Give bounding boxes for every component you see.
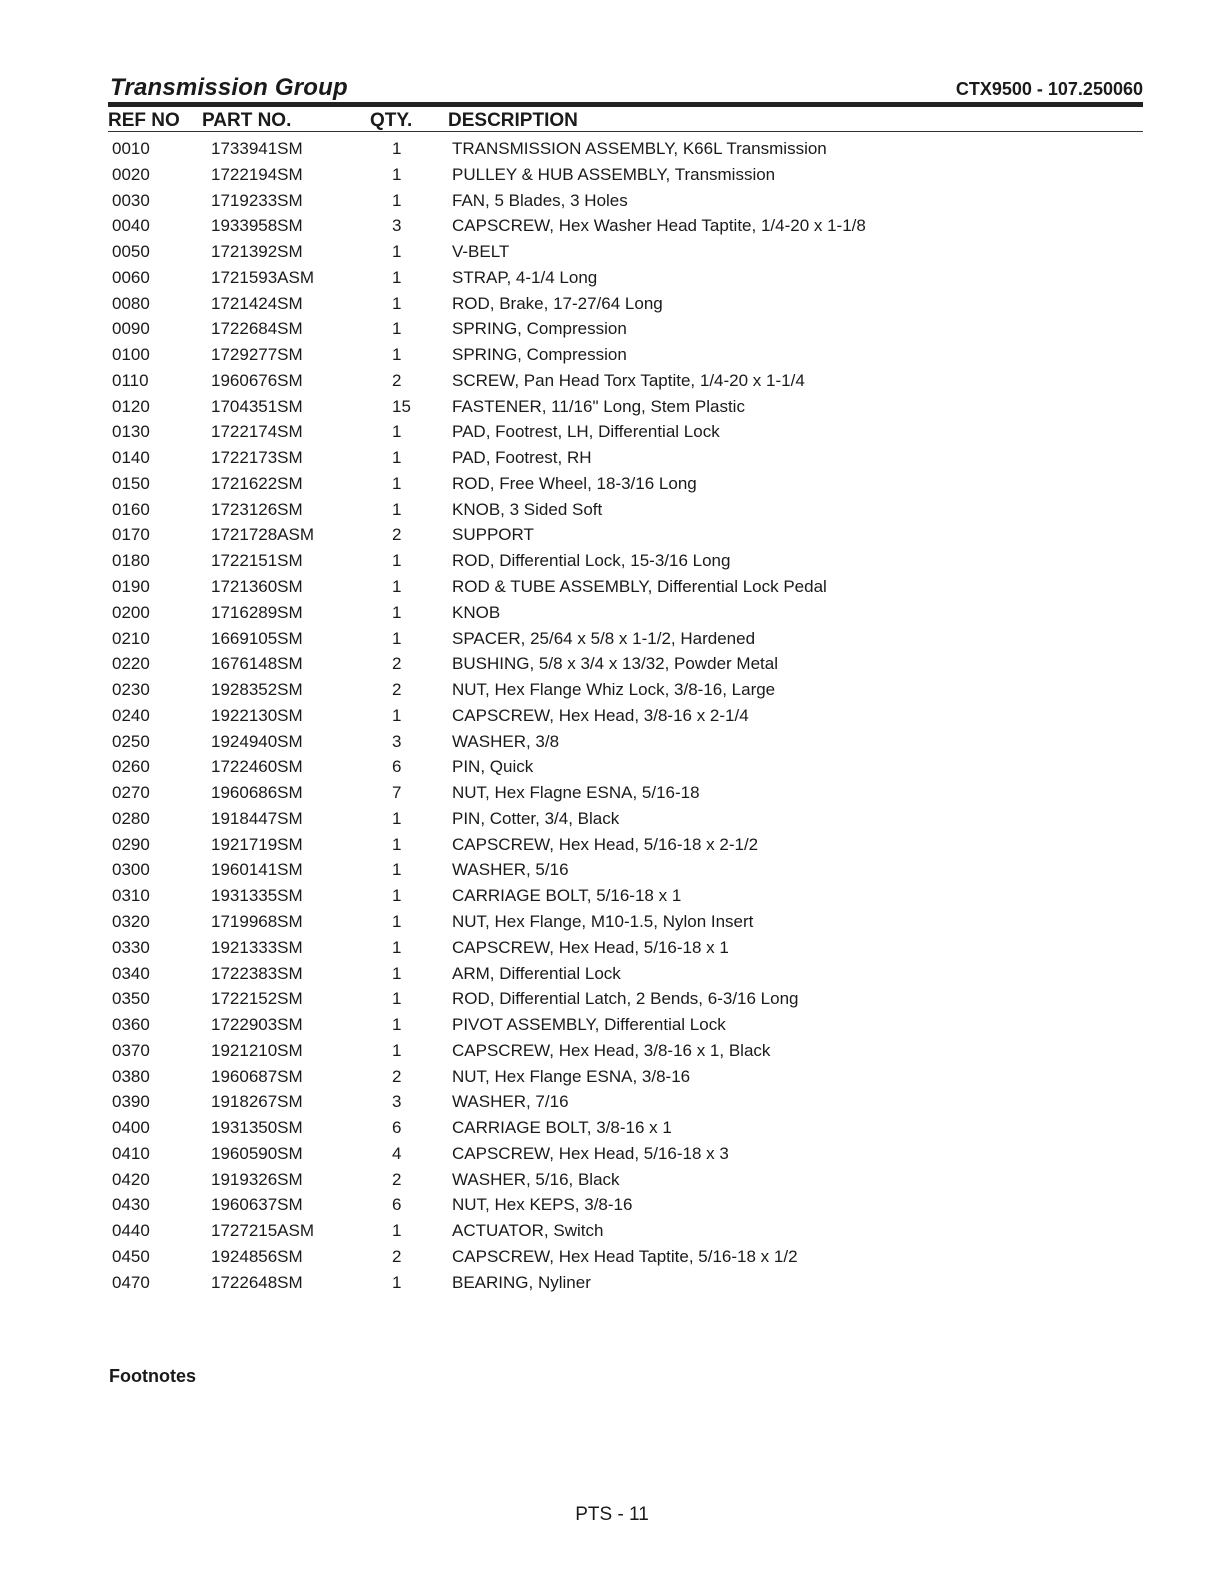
table-header xyxy=(108,110,1143,132)
qty-cell: 1 xyxy=(392,989,402,1009)
qty-cell: 6 xyxy=(392,1195,402,1215)
description-cell: SPRING, Compression xyxy=(452,345,627,365)
part-no-cell: 1921719SM xyxy=(211,834,303,854)
ref-no-cell: 0060 xyxy=(112,267,150,287)
ref-no-cell: 0320 xyxy=(112,911,150,931)
part-no-cell: 1960676SM xyxy=(211,370,303,390)
ref-no-cell: 0190 xyxy=(112,577,150,597)
part-no-cell: 1729277SM xyxy=(211,345,303,365)
part-no-cell: 1721593ASM xyxy=(211,267,315,287)
part-no-cell: 1721360SM xyxy=(211,577,303,597)
part-no-cell: 1722903SM xyxy=(211,1015,303,1035)
description-cell: KNOB xyxy=(452,602,501,622)
qty-cell: 1 xyxy=(392,911,402,931)
ref-no-cell: 0370 xyxy=(112,1040,150,1060)
ref-no-cell: 0230 xyxy=(112,680,150,700)
qty-cell: 1 xyxy=(392,242,402,262)
col-description: DESCRIPTION xyxy=(448,110,578,131)
description-cell: STRAP, 4-1/4 Long xyxy=(452,267,598,287)
qty-cell: 2 xyxy=(392,525,402,545)
part-no-cell: 1933958SM xyxy=(211,216,303,236)
part-no-cell: 1716289SM xyxy=(211,602,303,622)
part-no-cell: 1719968SM xyxy=(211,911,303,931)
table-row xyxy=(0,1012,1224,1038)
page-number: PTS - 11 xyxy=(575,1504,649,1525)
description-cell: PULLEY & HUB ASSEMBLY, Transmission xyxy=(452,164,776,184)
qty-cell: 1 xyxy=(392,963,402,983)
col-qty: QTY. xyxy=(370,110,413,131)
table-row xyxy=(0,265,1224,291)
ref-no-cell: 0090 xyxy=(112,319,150,339)
table-row xyxy=(0,342,1224,368)
part-no-cell: 1721622SM xyxy=(211,473,303,493)
table-row xyxy=(0,883,1224,909)
description-cell: WASHER, 5/16 xyxy=(452,860,569,880)
table-row xyxy=(0,136,1224,162)
description-cell: SCREW, Pan Head Torx Taptite, 1/4-20 x 1-1/4 xyxy=(452,370,805,390)
ref-no-cell: 0080 xyxy=(112,293,150,313)
qty-cell: 1 xyxy=(392,1040,402,1060)
qty-cell: 1 xyxy=(392,808,402,828)
ref-no-cell: 0470 xyxy=(112,1272,150,1292)
qty-cell: 3 xyxy=(392,216,402,236)
part-no-cell: 1921333SM xyxy=(211,937,303,957)
part-no-cell: 1931350SM xyxy=(211,1118,303,1138)
table-row xyxy=(0,291,1224,317)
part-no-cell: 1960686SM xyxy=(211,783,303,803)
part-no-cell: 1719233SM xyxy=(211,190,303,210)
table-row xyxy=(0,832,1224,858)
description-cell: V-BELT xyxy=(452,242,510,262)
description-cell: NUT, Hex Flange ESNA, 3/8-16 xyxy=(452,1066,691,1086)
qty-cell: 1 xyxy=(392,1272,402,1292)
qty-cell: 1 xyxy=(392,267,402,287)
table-row xyxy=(0,677,1224,703)
table-row xyxy=(0,188,1224,214)
qty-cell: 1 xyxy=(392,628,402,648)
ref-no-cell: 0040 xyxy=(112,216,150,236)
table-row xyxy=(0,626,1224,652)
table-row xyxy=(0,1089,1224,1115)
ref-no-cell: 0360 xyxy=(112,1015,150,1035)
description-cell: FAN, 5 Blades, 3 Holes xyxy=(452,190,628,210)
ref-no-cell: 0160 xyxy=(112,499,150,519)
description-cell: PIVOT ASSEMBLY, Differential Lock xyxy=(452,1015,726,1035)
qty-cell: 2 xyxy=(392,1066,402,1086)
part-no-cell: 1722460SM xyxy=(211,757,303,777)
table-row xyxy=(0,1038,1224,1064)
part-no-cell: 1733941SM xyxy=(211,139,303,158)
ref-no-cell: 0380 xyxy=(112,1066,150,1086)
table-row xyxy=(0,1218,1224,1244)
page-header xyxy=(110,74,1143,104)
description-cell: CAPSCREW, Hex Head, 5/16-18 x 3 xyxy=(452,1143,729,1163)
ref-no-cell: 0140 xyxy=(112,448,150,468)
part-no-cell: 1928352SM xyxy=(211,680,303,700)
qty-cell: 1 xyxy=(392,1015,402,1035)
ref-no-cell: 0420 xyxy=(112,1169,150,1189)
ref-no-cell: 0240 xyxy=(112,705,150,725)
table-row xyxy=(0,1167,1224,1193)
table-row xyxy=(0,445,1224,471)
ref-no-cell: 0130 xyxy=(112,422,150,442)
table-row xyxy=(0,213,1224,239)
col-ref-no: REF NO xyxy=(108,110,180,131)
qty-cell: 1 xyxy=(392,164,402,184)
model-number: CTX9500 - 107.250060 xyxy=(955,79,1143,99)
description-cell: ROD, Differential Lock, 15-3/16 Long xyxy=(452,551,731,571)
table-row xyxy=(0,729,1224,755)
description-cell: ROD, Differential Latch, 2 Bends, 6-3/16 Long xyxy=(452,989,799,1009)
part-no-cell: 1924940SM xyxy=(211,731,303,751)
qty-cell: 1 xyxy=(392,139,402,158)
qty-cell: 1 xyxy=(392,422,402,442)
ref-no-cell: 0020 xyxy=(112,164,150,184)
ref-no-cell: 0400 xyxy=(112,1118,150,1138)
table-row xyxy=(0,780,1224,806)
qty-cell: 2 xyxy=(392,680,402,700)
qty-cell: 1 xyxy=(392,190,402,210)
ref-no-cell: 0030 xyxy=(112,190,150,210)
parts-table xyxy=(0,136,1224,1295)
part-no-cell: 1704351SM xyxy=(211,396,303,416)
description-cell: SPACER, 25/64 x 5/8 x 1-1/2, Hardened xyxy=(452,628,756,648)
ref-no-cell: 0260 xyxy=(112,757,150,777)
description-cell: BUSHING, 5/8 x 3/4 x 13/32, Powder Metal xyxy=(452,654,778,674)
ref-no-cell: 0150 xyxy=(112,473,150,493)
part-no-cell: 1722684SM xyxy=(211,319,303,339)
part-no-cell: 1921210SM xyxy=(211,1040,303,1060)
part-no-cell: 1722648SM xyxy=(211,1272,303,1292)
ref-no-cell: 0170 xyxy=(112,525,150,545)
ref-no-cell: 0410 xyxy=(112,1143,150,1163)
part-no-cell: 1960637SM xyxy=(211,1195,303,1215)
table-row xyxy=(0,368,1224,394)
ref-no-cell: 0430 xyxy=(112,1195,150,1215)
qty-cell: 2 xyxy=(392,370,402,390)
table-row xyxy=(0,651,1224,677)
qty-cell: 1 xyxy=(392,577,402,597)
description-cell: ARM, Differential Lock xyxy=(452,963,621,983)
table-row xyxy=(0,986,1224,1012)
table-row xyxy=(0,497,1224,523)
part-no-cell: 1722383SM xyxy=(211,963,303,983)
part-no-cell: 1931335SM xyxy=(211,886,303,906)
part-no-cell: 1960687SM xyxy=(211,1066,303,1086)
table-row xyxy=(0,522,1224,548)
ref-no-cell: 0450 xyxy=(112,1246,150,1266)
part-no-cell: 1676148SM xyxy=(211,654,303,674)
table-row xyxy=(0,316,1224,342)
ref-no-cell: 0200 xyxy=(112,602,150,622)
qty-cell: 1 xyxy=(392,602,402,622)
description-cell: SPRING, Compression xyxy=(452,319,627,339)
qty-cell: 2 xyxy=(392,1246,402,1266)
table-row xyxy=(0,703,1224,729)
qty-cell: 6 xyxy=(392,1118,402,1138)
qty-cell: 6 xyxy=(392,757,402,777)
table-row xyxy=(0,574,1224,600)
table-row xyxy=(0,162,1224,188)
qty-cell: 2 xyxy=(392,1169,402,1189)
qty-cell: 1 xyxy=(392,1221,402,1241)
qty-cell: 3 xyxy=(392,731,402,751)
part-no-cell: 1918267SM xyxy=(211,1092,303,1112)
qty-cell: 1 xyxy=(392,345,402,365)
ref-no-cell: 0210 xyxy=(112,628,150,648)
part-no-cell: 1919326SM xyxy=(211,1169,303,1189)
qty-cell: 1 xyxy=(392,319,402,339)
description-cell: CAPSCREW, Hex Head, 5/16-18 x 2-1/2 xyxy=(452,834,759,854)
table-row xyxy=(0,935,1224,961)
qty-cell: 1 xyxy=(392,473,402,493)
qty-cell: 3 xyxy=(392,1092,402,1112)
qty-cell: 7 xyxy=(392,783,402,803)
ref-no-cell: 0440 xyxy=(112,1221,150,1241)
ref-no-cell: 0270 xyxy=(112,783,150,803)
ref-no-cell: 0350 xyxy=(112,989,150,1009)
qty-cell: 1 xyxy=(392,860,402,880)
table-row xyxy=(0,471,1224,497)
description-cell: CARRIAGE BOLT, 3/8-16 x 1 xyxy=(452,1118,672,1138)
part-no-cell: 1922130SM xyxy=(211,705,303,725)
description-cell: WASHER, 5/16, Black xyxy=(452,1169,620,1189)
ref-no-cell: 0330 xyxy=(112,937,150,957)
ref-no-cell: 0290 xyxy=(112,834,150,854)
part-no-cell: 1960590SM xyxy=(211,1143,303,1163)
qty-cell: 15 xyxy=(392,396,411,416)
description-cell: TRANSMISSION ASSEMBLY, K66L Transmission xyxy=(452,139,827,158)
qty-cell: 1 xyxy=(392,293,402,313)
part-no-cell: 1960141SM xyxy=(211,860,303,880)
ref-no-cell: 0250 xyxy=(112,731,150,751)
part-no-cell: 1721392SM xyxy=(211,242,303,262)
part-no-cell: 1721424SM xyxy=(211,293,303,313)
header-divider xyxy=(108,102,1143,107)
part-no-cell: 1722152SM xyxy=(211,989,303,1009)
description-cell: WASHER, 3/8 xyxy=(452,731,560,751)
description-cell: NUT, Hex Flange Whiz Lock, 3/8-16, Large xyxy=(452,680,776,700)
part-no-cell: 1727215ASM xyxy=(211,1221,315,1241)
qty-cell: 1 xyxy=(392,705,402,725)
ref-no-cell: 0220 xyxy=(112,654,150,674)
table-row xyxy=(0,239,1224,265)
table-row xyxy=(0,961,1224,987)
description-cell: ROD & TUBE ASSEMBLY, Differential Lock Pedal xyxy=(452,577,827,597)
description-cell: KNOB, 3 Sided Soft xyxy=(452,499,603,519)
table-row xyxy=(0,394,1224,420)
footnotes-heading: Footnotes xyxy=(109,1366,196,1386)
table-row xyxy=(0,1064,1224,1090)
table-row xyxy=(0,754,1224,780)
qty-cell: 1 xyxy=(392,834,402,854)
table-row xyxy=(0,1115,1224,1141)
qty-cell: 4 xyxy=(392,1143,402,1163)
ref-no-cell: 0280 xyxy=(112,808,150,828)
table-row xyxy=(0,909,1224,935)
qty-cell: 2 xyxy=(392,654,402,674)
table-row xyxy=(0,600,1224,626)
description-cell: NUT, Hex KEPS, 3/8-16 xyxy=(452,1195,633,1215)
part-no-cell: 1722174SM xyxy=(211,422,303,442)
qty-cell: 1 xyxy=(392,448,402,468)
table-row xyxy=(0,1141,1224,1167)
part-no-cell: 1924856SM xyxy=(211,1246,303,1266)
table-header-divider xyxy=(108,131,1143,132)
qty-cell: 1 xyxy=(392,937,402,957)
part-no-cell: 1918447SM xyxy=(211,808,303,828)
ref-no-cell: 0180 xyxy=(112,551,150,571)
description-cell: NUT, Hex Flange, M10-1.5, Nylon Insert xyxy=(452,911,754,931)
description-cell: PIN, Cotter, 3/4, Black xyxy=(452,808,620,828)
page-title: Transmission Group xyxy=(110,74,348,101)
table-row xyxy=(0,1192,1224,1218)
description-cell: CAPSCREW, Hex Head Taptite, 5/16-18 x 1/2 xyxy=(452,1246,798,1266)
ref-no-cell: 0310 xyxy=(112,886,150,906)
ref-no-cell: 0390 xyxy=(112,1092,150,1112)
ref-no-cell: 0100 xyxy=(112,345,150,365)
part-no-cell: 1669105SM xyxy=(211,628,303,648)
ref-no-cell: 0340 xyxy=(112,963,150,983)
ref-no-cell: 0010 xyxy=(112,139,150,158)
qty-cell: 1 xyxy=(392,886,402,906)
description-cell: WASHER, 7/16 xyxy=(452,1092,569,1112)
ref-no-cell: 0050 xyxy=(112,242,150,262)
qty-cell: 1 xyxy=(392,551,402,571)
ref-no-cell: 0110 xyxy=(112,370,149,390)
description-cell: CAPSCREW, Hex Head, 5/16-18 x 1 xyxy=(452,937,729,957)
description-cell: FASTENER, 11/16" Long, Stem Plastic xyxy=(452,396,745,416)
part-no-cell: 1721728ASM xyxy=(211,525,315,545)
description-cell: CAPSCREW, Hex Head, 3/8-16 x 1, Black xyxy=(452,1040,771,1060)
table-row xyxy=(0,1270,1224,1296)
table-row xyxy=(0,1244,1224,1270)
description-cell: CARRIAGE BOLT, 5/16-18 x 1 xyxy=(452,886,682,906)
qty-cell: 1 xyxy=(392,499,402,519)
description-cell: SUPPORT xyxy=(452,525,534,545)
description-cell: ACTUATOR, Switch xyxy=(452,1221,604,1241)
table-row xyxy=(0,419,1224,445)
description-cell: PIN, Quick xyxy=(452,757,534,777)
description-cell: ROD, Brake, 17-27/64 Long xyxy=(452,293,663,313)
description-cell: CAPSCREW, Hex Washer Head Taptite, 1/4-20 x 1-1/8 xyxy=(452,216,866,236)
description-cell: ROD, Free Wheel, 18-3/16 Long xyxy=(452,473,697,493)
ref-no-cell: 0120 xyxy=(112,396,150,416)
table-row xyxy=(0,857,1224,883)
part-no-cell: 1722151SM xyxy=(211,551,303,571)
description-cell: PAD, Footrest, RH xyxy=(452,448,592,468)
description-cell: BEARING, Nyliner xyxy=(452,1272,591,1292)
part-no-cell: 1722173SM xyxy=(211,448,303,468)
part-no-cell: 1723126SM xyxy=(211,499,303,519)
description-cell: NUT, Hex Flagne ESNA, 5/16-18 xyxy=(452,783,700,803)
description-cell: PAD, Footrest, LH, Differential Lock xyxy=(452,422,720,442)
part-no-cell: 1722194SM xyxy=(211,164,303,184)
table-row xyxy=(0,548,1224,574)
table-row xyxy=(0,806,1224,832)
col-part-no: PART NO. xyxy=(202,110,292,131)
ref-no-cell: 0300 xyxy=(112,860,150,880)
description-cell: CAPSCREW, Hex Head, 3/8-16 x 2-1/4 xyxy=(452,705,749,725)
